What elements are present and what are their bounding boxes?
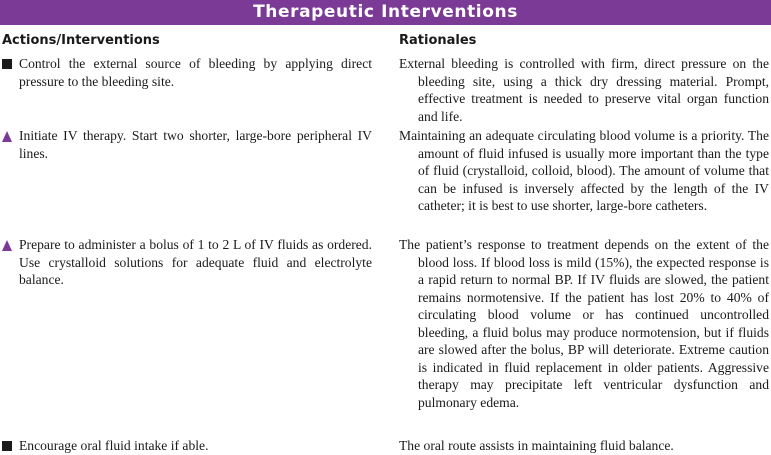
rationales-column-header: Rationales — [399, 33, 477, 48]
rationale-text: Maintaining an adequate circulating blood volume is a priority. The amount of fluid infused is usually more important than the type of fluid (crystalloid, colloid, blood). The amount of volume that can be infused is inversely affected by the length of the IV catheter; it is best to use shorter, large-bore catheters. — [399, 128, 769, 213]
rationale-text: The oral route assists in maintaining fluid balance. — [399, 438, 674, 453]
actions-column-header: Actions/Interventions — [2, 33, 160, 48]
square-bullet-icon — [2, 59, 12, 69]
section-banner: Therapeutic Interventions — [0, 0, 771, 25]
triangle-bullet-icon — [2, 240, 12, 251]
action-text: Encourage oral fluid intake if able. — [19, 438, 209, 453]
action-text: Initiate IV therapy. Start two shorter, large-bore peripheral IV lines. — [19, 128, 372, 161]
rationale-text: The patient’s response to treatment depends on the extent of the blood loss. If blood loss is mild (15%), the expected response is a rapid return to normal BP. If IV fluids are slowed, the patient remains normotensive. If the patient has lost 20% to 40% of circulating blood volume or has continued uncontrolled bleeding, a fluid bolus may produce normotension, but if fluids are slowed after the bolus, BP will deteriorate. Extreme caution is indicated in fluid replacement in older patients. Aggressive therapy may precipitate left ventricular dysfunction and pulmonary edema. — [399, 237, 769, 410]
triangle-bullet-icon — [2, 131, 12, 142]
square-bullet-icon — [2, 441, 12, 451]
action-text: Control the external source of bleeding by applying direct pressure to the bleeding site. — [19, 56, 372, 89]
rationale-text: External bleeding is controlled with firm, direct pressure on the bleeding site, using a thick dry dressing material. Prompt, effective treatment is needed to preserve vital organ function and life. — [399, 56, 769, 124]
action-text: Prepare to administer a bolus of 1 to 2 L of IV fluids as ordered. Use crystalloid solutions for adequate fluid and electrolyte balance. — [19, 237, 372, 287]
